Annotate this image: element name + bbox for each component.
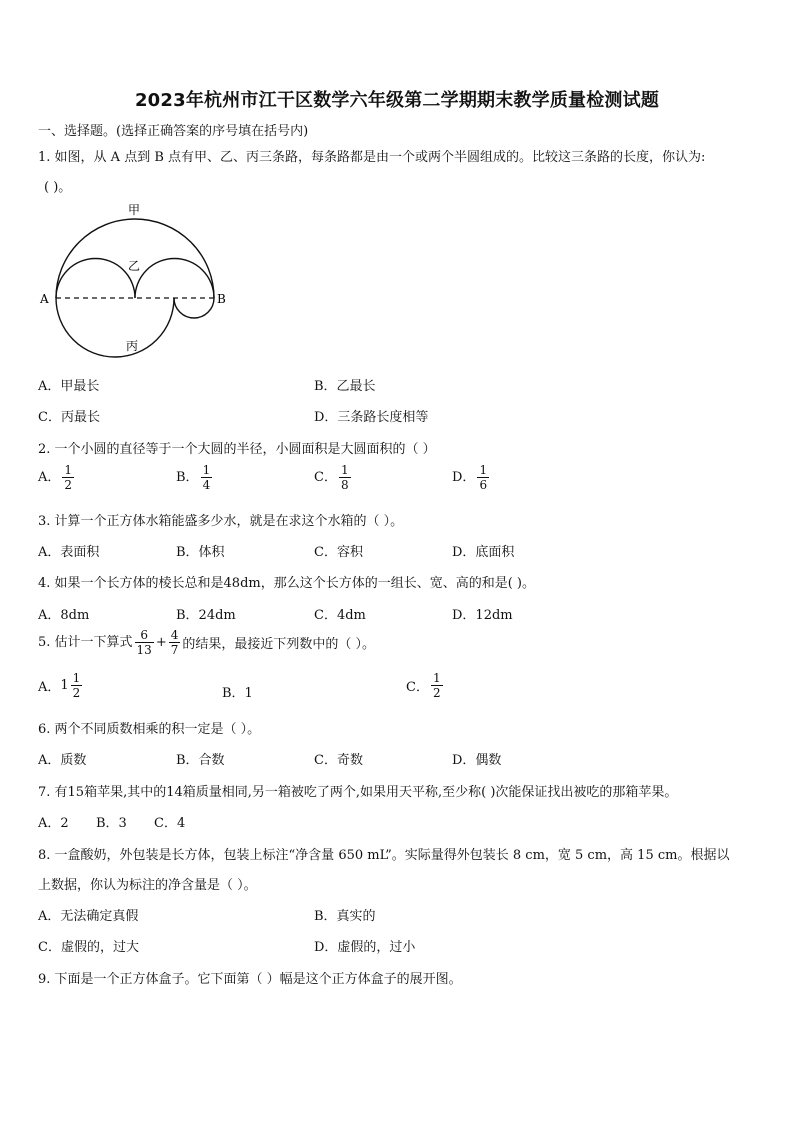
fraction-denominator: 8 (340, 478, 349, 492)
question-5-suffix: 的结果，最接近下列数中的（ ）。 (182, 637, 376, 652)
fraction-denominator: 7 (170, 643, 179, 657)
question-3-option-b[interactable]: B．体积 (176, 545, 225, 560)
question-5-option-c[interactable] (406, 671, 445, 700)
question-9-text: 9. 下面是一个正方体盒子。它下面第（ ）幅是这个正方体盒子的展开图。 (38, 972, 462, 987)
fraction-numerator: 1 (340, 463, 349, 477)
question-8-option-d[interactable]: D．虚假的，过小 (314, 940, 416, 955)
question-6-text: 6. 两个不同质数相乘的积一定是（ ）。 (38, 722, 261, 737)
page-title: 2023年杭州市江干区数学六年级第二学期期末教学质量检测试题 (134, 90, 660, 111)
question-3-option-d[interactable]: D．底面积 (452, 545, 515, 560)
option-label: B． (176, 470, 199, 485)
path-bing-arc-small (174, 298, 214, 318)
semicircle-path-figure (36, 198, 236, 358)
question-4-option-a[interactable]: A．8dm (38, 608, 90, 623)
fraction-denominator: 6 (479, 478, 488, 492)
path-yi-arc-right (135, 259, 214, 299)
label-bing: 丙 (126, 339, 139, 353)
label-jia: 甲 (128, 203, 141, 217)
fraction (169, 628, 181, 657)
question-1-text: 1. 如图，从 A 点到 B 点有甲、乙、丙三条路，每条路都是由一个或两个半圆组成的。比较这三条路的长度，你认为: (38, 150, 706, 165)
question-7-option-a[interactable]: A．2 (38, 816, 69, 831)
question-8-option-c[interactable]: C．虚假的，过大 (38, 940, 139, 955)
question-2-option-d[interactable] (452, 463, 491, 492)
label-point-b: B (217, 292, 226, 306)
fraction-denominator: 2 (64, 478, 73, 492)
option-label: A． (38, 680, 61, 695)
question-5-option-a[interactable] (38, 671, 84, 700)
fraction (339, 463, 351, 492)
fraction (201, 463, 213, 492)
question-4-option-b[interactable]: B．24dm (176, 608, 236, 623)
question-2-option-c[interactable] (314, 463, 353, 492)
option-label: D． (452, 470, 476, 485)
option-label: A． (38, 470, 61, 485)
fraction-denominator: 4 (202, 478, 211, 492)
question-4-text: 4. 如果一个长方体的棱长总和是48dm，那么这个长方体的一组长、宽、高的和是( )。 (38, 576, 536, 591)
question-6-option-c[interactable]: C．奇数 (314, 753, 363, 768)
question-6-option-a[interactable]: A．质数 (38, 753, 87, 768)
fraction-denominator: 13 (136, 643, 152, 657)
question-3-option-c[interactable]: C．容积 (314, 545, 363, 560)
fraction-numerator: 1 (64, 463, 73, 477)
question-2-option-a[interactable] (38, 463, 76, 492)
question-1-option-b[interactable]: B．乙最长 (314, 379, 376, 394)
fraction (431, 671, 443, 700)
question-1-option-a[interactable]: A．甲最长 (38, 379, 100, 394)
fraction-numerator: 6 (135, 628, 154, 643)
fraction-numerator: 1 (479, 463, 488, 477)
option-label: C． (406, 680, 429, 695)
fraction (71, 671, 83, 700)
question-6-option-d[interactable]: D．偶数 (452, 753, 502, 768)
question-7-text: 7. 有15箱苹果,其中的14箱质量相同,另一箱被吃了两个,如果用天平称,至少称( )次能保证找出被吃的那箱苹果。 (38, 785, 678, 800)
question-2-text: 2. 一个小圆的直径等于一个大圆的半径，小圆面积是大圆面积的（ ） (38, 442, 436, 457)
fraction (477, 463, 489, 492)
fraction-numerator: 1 (72, 671, 81, 685)
question-8-text: 8. 一盒酸奶，外包装是长方体，包装上标注“净含量 650 mL”。实际量得外包装长 8 cm，宽 5 cm，高 15 cm。根据以 (38, 848, 730, 863)
question-8-option-b[interactable]: B．真实的 (314, 909, 376, 924)
option-label: C． (314, 470, 337, 485)
question-5-text (38, 628, 375, 657)
section-heading: 一、选择题。(选择正确答案的序号填在括号内) (38, 124, 309, 139)
question-8-text-continued: 上数据，你认为标注的净含量是（ ）。 (38, 878, 257, 893)
question-8-option-a[interactable]: A．无法确定真假 (38, 909, 139, 924)
path-bing-arc-large (56, 298, 174, 357)
fraction (62, 463, 74, 492)
question-5-option-b[interactable]: B．1 (222, 686, 253, 701)
plus-sign: + (155, 635, 167, 650)
fraction-numerator: 1 (432, 671, 441, 685)
label-yi: 乙 (128, 259, 141, 273)
question-4-option-d[interactable]: D．12dm (452, 608, 513, 623)
question-6-option-b[interactable]: B．合数 (176, 753, 225, 768)
fraction-numerator: 1 (202, 463, 211, 477)
question-2-option-b[interactable] (176, 463, 214, 492)
question-5-prefix: 5. 估计一下算式 (38, 635, 133, 650)
question-1-answer-blank: ( )。 (44, 180, 72, 195)
question-7-option-c[interactable]: C．4 (154, 816, 186, 831)
fraction (135, 628, 154, 657)
question-3-text: 3. 计算一个正方体水箱能盛多少水，就是在求这个水箱的（ ）。 (38, 514, 404, 529)
question-1-option-d[interactable]: D．三条路长度相等 (314, 410, 429, 425)
question-7-option-b[interactable]: B．3 (96, 816, 127, 831)
question-1-option-c[interactable]: C．丙最长 (38, 410, 100, 425)
question-4-option-c[interactable]: C．4dm (314, 608, 366, 623)
fraction-numerator: 4 (170, 628, 179, 642)
mixed-number-integer: 1 (60, 678, 69, 693)
fraction-denominator: 2 (72, 686, 81, 700)
label-point-a: A (40, 292, 49, 306)
fraction-denominator: 2 (432, 686, 441, 700)
path-yi-arc-left (56, 259, 135, 299)
question-3-option-a[interactable]: A．表面积 (38, 545, 100, 560)
